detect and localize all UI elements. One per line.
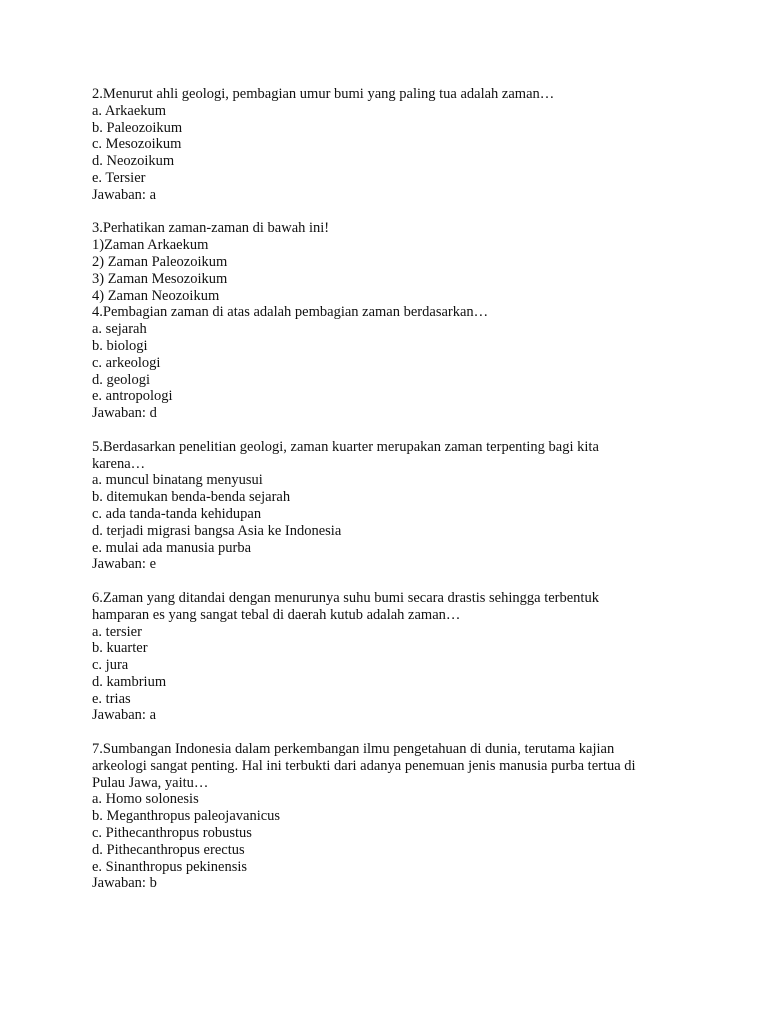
- question-prompt-line: 1)Zaman Arkaekum: [92, 237, 209, 254]
- answer-option: e. Tersier: [92, 169, 146, 186]
- answer-option: e. antropologi: [92, 388, 173, 405]
- answer-key: Jawaban: a: [92, 186, 157, 203]
- answer-option: d. Pithecanthropus erectus: [92, 841, 245, 858]
- answer-key: Jawaban: a: [92, 707, 157, 724]
- question-prompt-line: 5.Berdasarkan penelitian geologi, zaman kuarter merupakan zaman terpenting bagi kita: [92, 438, 599, 455]
- answer-option: a. tersier: [92, 623, 142, 640]
- answer-option: c. jura: [92, 657, 129, 674]
- answer-options: [92, 103, 712, 187]
- answer-option: b. kuarter: [92, 640, 148, 657]
- answer-option: e. mulai ada manusia purba: [92, 539, 252, 556]
- answer-option: c. Mesozoikum: [92, 136, 182, 153]
- answer-options: [92, 321, 712, 405]
- answer-option: b. ditemukan benda-benda sejarah: [92, 489, 291, 506]
- answer-option: d. kambrium: [92, 673, 167, 690]
- question-prompt-line: 3) Zaman Mesozoikum: [92, 270, 228, 287]
- answer-options: [92, 624, 712, 708]
- question-prompt-line: 6.Zaman yang ditandai dengan menurunya suhu bumi secara drastis sehingga terbentuk: [92, 589, 599, 606]
- question-prompt-line: karena…: [92, 455, 146, 472]
- answer-option: b. Meganthropus paleojavanicus: [92, 808, 281, 825]
- question-prompt-line: 4.Pembagian zaman di atas adalah pembagian zaman berdasarkan…: [92, 304, 489, 321]
- question-prompt-line: Pulau Jawa, yaitu…: [92, 774, 209, 791]
- answer-option: d. geologi: [92, 371, 150, 388]
- question-block: [92, 590, 712, 724]
- question-prompt-line: arkeologi sangat penting. Hal ini terbukti dari adanya penemuan jenis manusia purba tertua di: [92, 757, 636, 774]
- answer-option: c. arkeologi: [92, 354, 161, 371]
- question-prompt-line: hamparan es yang sangat tebal di daerah kutub adalah zaman…: [92, 606, 461, 623]
- answer-option: a. Arkaekum: [92, 102, 167, 119]
- question-block: [92, 439, 712, 573]
- answer-options: [92, 791, 712, 875]
- answer-key: Jawaban: b: [92, 875, 157, 892]
- answer-option: c. ada tanda-tanda kehidupan: [92, 505, 262, 522]
- answer-option: a. sejarah: [92, 321, 147, 338]
- question-block: [92, 220, 712, 422]
- answer-option: c. Pithecanthropus robustus: [92, 825, 252, 842]
- answer-option: b. Paleozoikum: [92, 119, 183, 136]
- question-prompt-line: 2.Menurut ahli geologi, pembagian umur bumi yang paling tua adalah zaman…: [92, 86, 555, 102]
- answer-options: [92, 472, 712, 556]
- answer-option: e. Sinanthropus pekinensis: [92, 858, 248, 875]
- question-prompt-line: 2) Zaman Paleozoikum: [92, 253, 228, 270]
- answer-option: d. terjadi migrasi bangsa Asia ke Indonesia: [92, 522, 342, 539]
- answer-option: a. muncul binatang menyusui: [92, 472, 263, 489]
- answer-key: Jawaban: e: [92, 556, 157, 573]
- document-page: [92, 86, 712, 909]
- question-prompt-line: 3.Perhatikan zaman-zaman di bawah ini!: [92, 220, 330, 237]
- question-block: [92, 86, 712, 204]
- answer-option: d. Neozoikum: [92, 153, 175, 170]
- answer-option: a. Homo solonesis: [92, 791, 199, 808]
- question-prompt-line: 7.Sumbangan Indonesia dalam perkembangan ilmu pengetahuan di dunia, terutama kajian: [92, 741, 615, 758]
- question-prompt-line: 4) Zaman Neozoikum: [92, 287, 220, 304]
- question-block: [92, 741, 712, 892]
- answer-key: Jawaban: d: [92, 405, 157, 422]
- answer-option: b. biologi: [92, 337, 148, 354]
- answer-option: e. trias: [92, 690, 131, 707]
